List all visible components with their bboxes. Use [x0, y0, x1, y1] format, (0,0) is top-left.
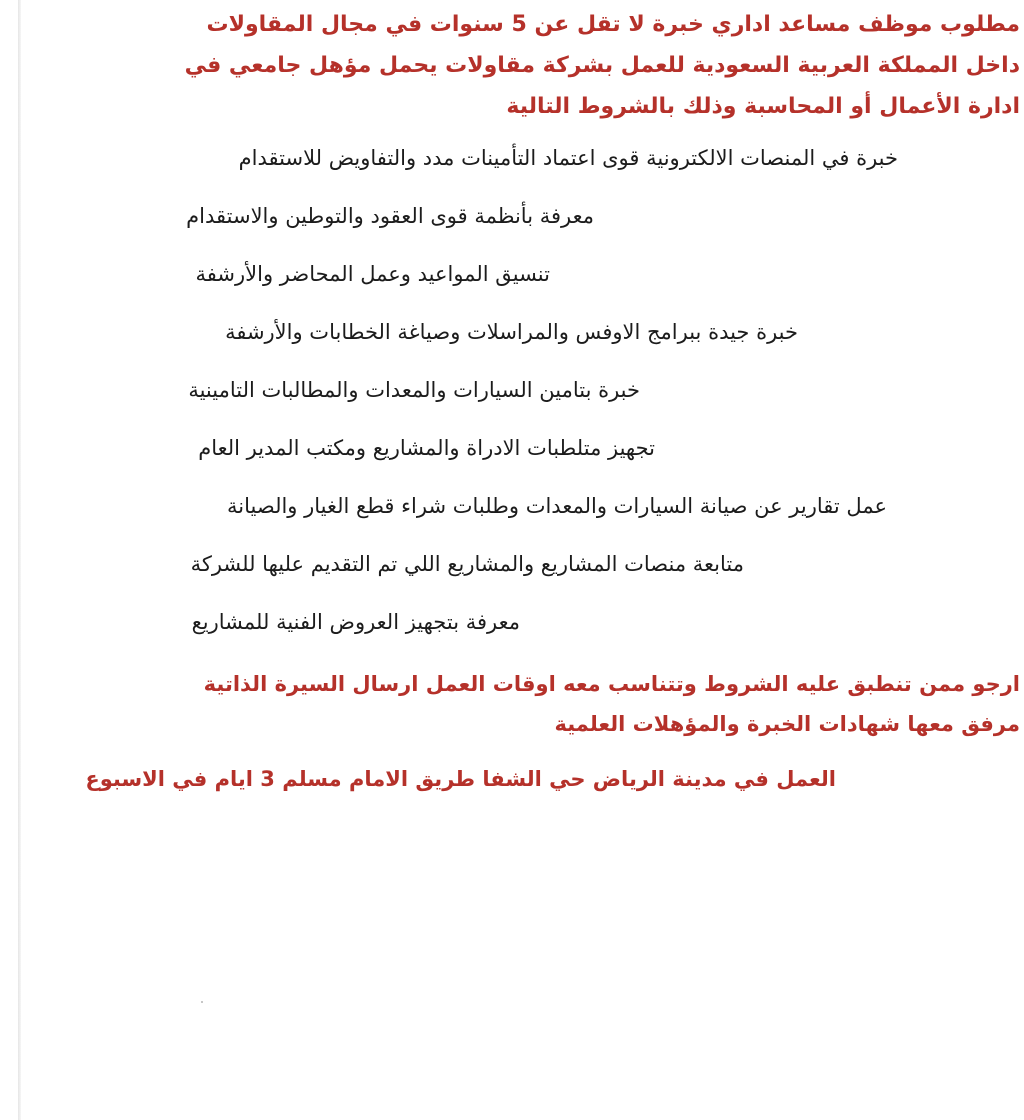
requirement-item: متابعة منصات المشاريع والمشاريع اللي تم التقديم عليها للشركة — [190, 552, 744, 576]
requirement-item: معرفة بأنظمة قوى العقود والتوطين والاستقدام — [186, 204, 594, 228]
application-note: ارجو ممن تنطبق عليه الشروط وتتناسب معه اوقات العمل ارسال السيرة الذاتية مرفق معها شهادات الخبرة والمؤهلات العلمية — [203, 672, 1020, 736]
requirement-item: عمل تقارير عن صيانة السيارات والمعدات وطلبات شراء قطع الغيار والصيانة — [227, 494, 887, 518]
requirement-item: خبرة في المنصات الالكترونية قوى اعتماد التأمينات مدد والتفاويض للاستقدام — [238, 146, 898, 170]
requirement-item: خبرة جيدة ببرامج الاوفس والمراسلات وصياغة الخطابات والأرشفة — [225, 320, 798, 344]
requirement-item: خبرة بتامين السيارات والمعدات والمطالبات التامينية — [188, 378, 640, 402]
scan-speck — [201, 1001, 203, 1003]
requirement-item: تنسيق المواعيد وعمل المحاضر والأرشفة — [195, 262, 550, 286]
location-note: العمل في مدينة الرياض حي الشفا طريق الامام مسلم 3 ايام في الاسبوع — [85, 767, 836, 791]
job-heading: مطلوب موظف مساعد اداري خبرة لا تقل عن 5 سنوات في مجال المقاولات داخل المملكة العربية السعودية للعمل بشركة مقاولات يحمل مؤهل جامعي في ادارة الأعمال أو المحاسبة وذلك بالشروط التالية — [184, 12, 1020, 119]
requirement-item: معرفة بتجهيز العروض الفنية للمشاريع — [191, 610, 520, 634]
requirement-item: تجهيز متلطبات الادراة والمشاريع ومكتب المدير العام — [198, 436, 655, 460]
